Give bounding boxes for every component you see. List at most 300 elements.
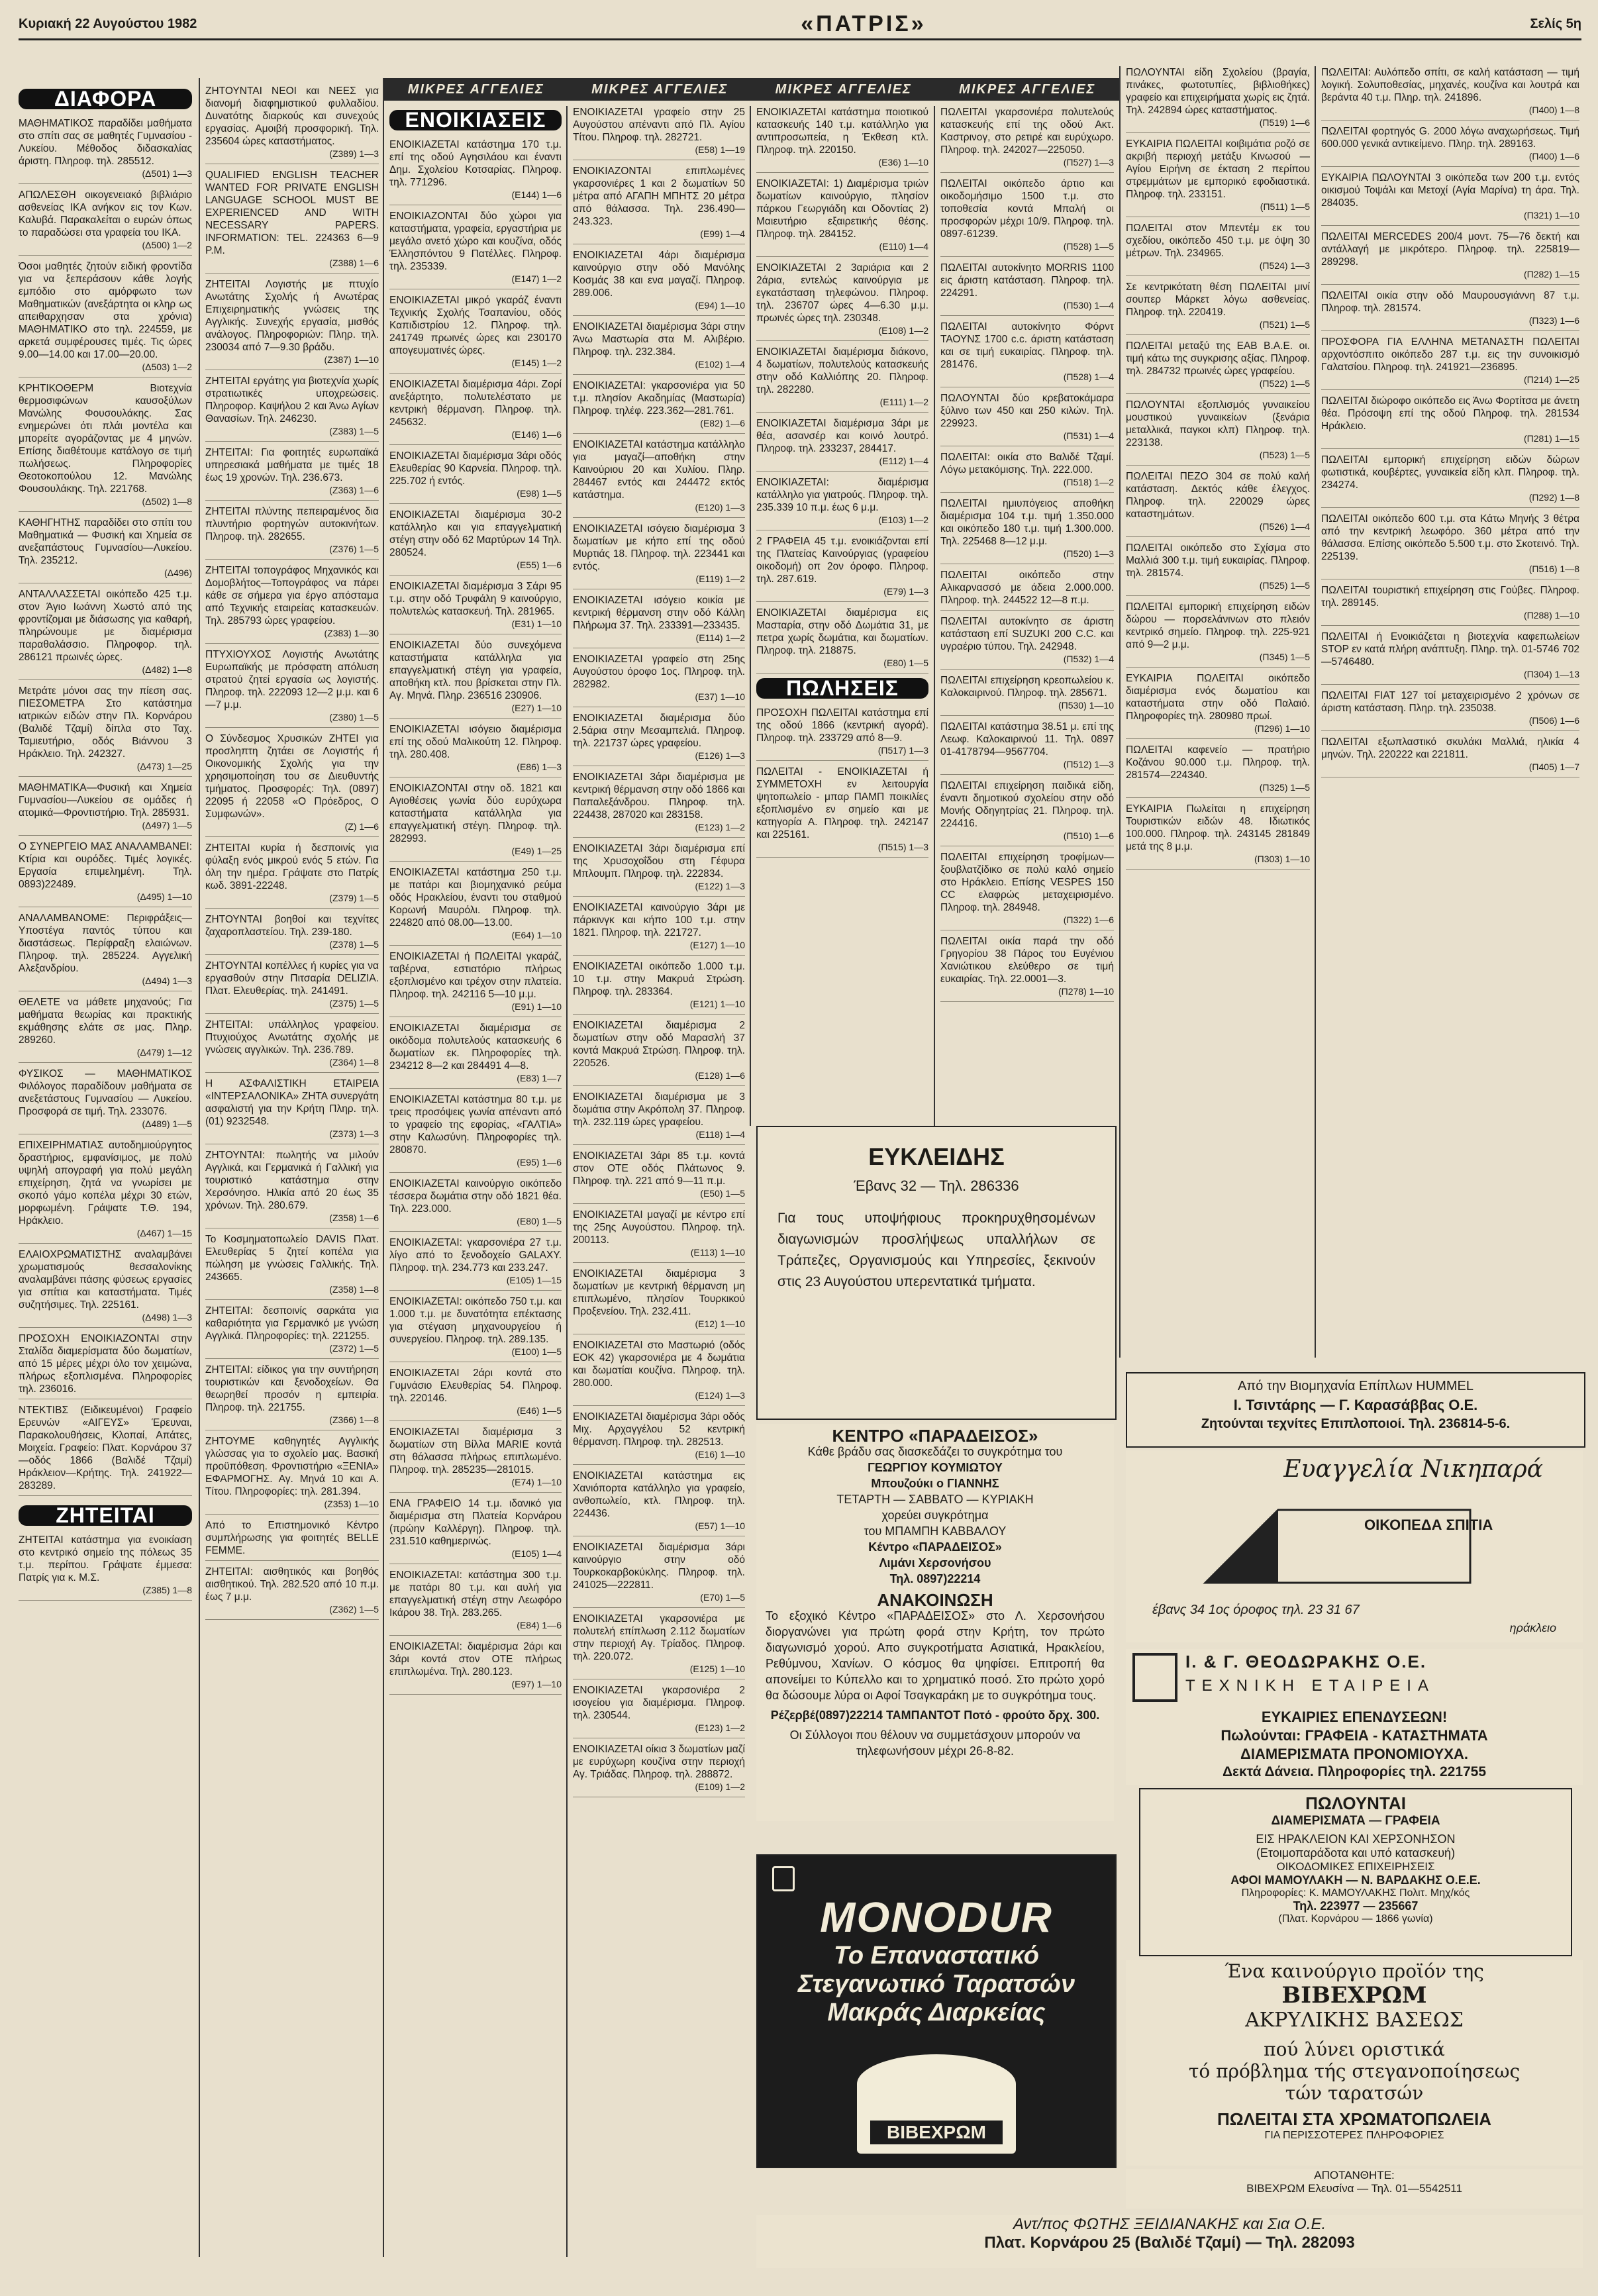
ads-list: [1126, 66, 1310, 870]
ad-item: [389, 782, 562, 862]
ad-line: ΑΠΟΤΑΝΘΗΤΕ:: [1314, 2169, 1395, 2181]
ad-line: ΠΩΛΕΙΤΑΙ ΣΤΑ ΧΡΩΜΑΤΟΠΩΛΕΙΑ: [1217, 2109, 1491, 2129]
ad-code: (Z378) 1—5: [329, 939, 379, 950]
ad-code: (E125) 1—10: [689, 1664, 745, 1674]
ad-item: [756, 177, 928, 257]
ad-code: (Π282) 1—15: [1523, 269, 1579, 279]
ad-item: [19, 1332, 192, 1399]
ad-text: ΕΝΟΙΚΙΑΖΕΤΑΙ κατάστημα κατάλληλο για μαγαζί—αποθήκη στην Καινούριου 20 και Χυλίου. Πληρ. 284467 εντός και 244472 εκτός κατάστημα.: [573, 439, 745, 501]
ad-title: ΕΥΚΛΕΙΔΗΣ: [868, 1143, 1005, 1170]
ad-item: [573, 901, 745, 956]
ad-code: (Π400) 1—6: [1528, 151, 1579, 162]
ad-code: (E146) 1—6: [511, 429, 562, 440]
ad-code: (Π527) 1—3: [1063, 157, 1114, 168]
column-rule: [1315, 66, 1316, 1358]
section-header-zitеitai: ΖΗΤΕΙΤΑΙ: [19, 1505, 192, 1526]
ad-item: [1321, 336, 1579, 390]
ad-item: [205, 564, 379, 644]
ad-code: (Π523) 1—5: [1259, 450, 1310, 460]
ad-text: QUALIFIED ENGLISH TEACHER WANTED FOR PRIVATE ENGLISH LANGUAGE SCHOOL MUST BE EXPERIENCED AND WITH NECESSARY PAPERS. INFORMATION: TEL. 224363 6—9 P.M.: [205, 170, 379, 256]
ad-line: Ι. Τσιντάρης — Γ. Καρασάββας Ο.Ε.: [1233, 1397, 1478, 1413]
ad-item: [573, 379, 745, 434]
ad-text: ΖΗΤΟΥΝΤΑΙ ΝΕΟΙ και ΝΕΕΣ για διανομή διαφημιστικού φυλλαδίου. Δυνατότης διαρκούς και συνεχούς εργασίας. Αμοιβή προσφορική. Τηλ. 235604 ώρες καταστήματος.: [205, 85, 379, 147]
ad-item: [19, 382, 192, 512]
ad-code: (Π506) 1—6: [1528, 715, 1579, 726]
ad-item: [940, 497, 1114, 564]
ad-code: (Z366) 1—8: [329, 1415, 379, 1425]
ad-code: (Z387) 1—10: [324, 354, 379, 365]
ad-code: (E108) 1—2: [878, 325, 928, 336]
ad-line: Ζητούνται τεχνίτες Επιπλοποιοί. Τηλ. 236814-5-6.: [1201, 1417, 1511, 1431]
ad-item: [940, 392, 1114, 446]
ad-line: Ένα καινούργιο προϊόν της: [1224, 1960, 1484, 1982]
ad-text: ΕΝΟΙΚΙΑΖΕΤΑΙ διαμέρισμα 2 δωματίων στην οδό Μαρασλή 37 κοντά Μακρυά Στρώση. Πληροφ. τηλ. 220526.: [573, 1020, 745, 1069]
ad-text: ΠΩΛΕΙΤΑΙ εμπορική επιχείρηση ειδών δώρου — πορσελάνινων στο πλειόν κεντρικό σημείο. Πληροφ. τηλ. 225-921 από 9—2 μ.μ.: [1126, 601, 1310, 650]
ad-item: [19, 840, 192, 907]
classifieds-banner: [384, 78, 1119, 101]
ad-code: (Π292) 1—8: [1528, 492, 1579, 503]
ad-code: (E94) 1—10: [695, 300, 745, 311]
ad-item: [205, 1233, 379, 1300]
ad-text: ΖΗΤΟΥΝΤΑΙ βοηθοί και τεχνίτες ζαχαροπλαστείου. Τηλ. 239-180.: [205, 914, 379, 938]
ad-line: τό πρόβλημα τής στεγανοποίησεως: [1188, 2060, 1521, 2082]
ad-text: ΕΝΟΙΚΙΑΖΕΤΑΙ καινούργιο 3άρι με πάρκινγκ και κήπο 100 τ.μ. στην 1821. Πληροφ. τηλ. 221727.: [573, 902, 745, 938]
ad-title: ΠΩΛΟΥΝΤΑΙ: [1305, 1793, 1406, 1813]
ad-code: (Π400) 1—8: [1528, 105, 1579, 115]
ad-text: ΕΝΟΙΚΙΑΖΕΤΑΙ καινούργιο οικόπεδο τέσσερα δωμάτια στην οδό 1821 θέα. Τηλ. 223.000.: [389, 1178, 562, 1215]
issue-date: Κυριακή 22 Αυγούστου 1982: [19, 16, 197, 31]
ad-text: ΕΝΟΙΚΙΑΖΕΤΑΙ κατάστημα 80 τ.μ. με τρεις προσόψεις γωνία απέναντι από το γραφείο της εφορίας, «ΓΑΛΤΙΑ» στην Καλωσύνη. Πληροφορίες τηλ. 280870.: [389, 1094, 562, 1156]
ad-text: ΕΝΟΙΚΙΑΖΕΤΑΙ: γκαρσονιέρα για 50 τ.μ. πλησίον Ακαδημίας (Μαστωρία) Πληροφ. τηλέφ. 223.362—281.761.: [573, 380, 745, 417]
ad-item: [389, 210, 562, 289]
ad-code: (Π524) 1—3: [1259, 260, 1310, 271]
ad-item: [19, 117, 192, 184]
ad-text: ΠΩΛΕΙΤΑΙ οικόπεδο άρτιο και οικοδομήσιμο 1500 τ.μ. στο τοποθεσία κοντά Μπαλή οι προσφορών μέχρι 10/9. Πληροφ. τηλ. 0897-61239.: [940, 178, 1114, 240]
ad-line: ΑΦΟΙ ΜΑΜΟΥΛΑΚΗ — Ν. ΒΑΡΔΑΚΗΣ Ο.Ε.Ε.: [1230, 1873, 1481, 1887]
ad-item: [940, 569, 1114, 611]
ad-item: [1126, 601, 1310, 668]
ad-code: (E79) 1—3: [883, 586, 928, 597]
ad-text: Το Κοσμηματοπωλείο DAVIS Πλατ. Ελευθερίας 5 ζητεί κοπέλα για πώληση με γνώσεις Γαλλικής. Τηλ. 243665.: [205, 1234, 379, 1283]
ad-item: [1126, 222, 1310, 276]
logo-icon: [772, 1866, 795, 1891]
ad-item: [205, 375, 379, 442]
ad-item: [573, 771, 745, 838]
ad-item: [1126, 803, 1310, 870]
column-rule: [383, 78, 384, 2257]
column-enoikiaseis: [389, 106, 562, 2291]
ad-item: [205, 1566, 379, 1620]
ad-text: ΖΗΤΕΙΤΑΙ: είδικος για την συντήρηση τουριστικών και ξενοδοχείων. Θα θεωρηθεί προσόν η εμπειρία. Πληροφ. τηλ. 221755.: [205, 1364, 379, 1413]
ad-code: (E64) 1—10: [511, 930, 562, 940]
ad-text: ΠΩΛΟΥΝΤΑΙ είδη Σχολείου (βραγία, πινάκες, φωτοτυπίες, βιβλιοθήκες) γραφείο και επιχειρήματα χωρίς εις ζητά. Τηλ. 242894 ώρες καταστήματος.: [1126, 67, 1310, 116]
ad-text: ΠΩΛΕΙΤΑΙ FIAT 127 τοί μεταχειρισμένο 2 χρόνων σε άριστη κατάσταση. Πληρ. τηλ. 235038.: [1321, 690, 1579, 714]
ad-code: (Z353) 1—10: [324, 1499, 379, 1509]
ad-code: (Π517) 1—3: [877, 745, 928, 756]
ad-code: (Δ482) 1—8: [142, 664, 192, 675]
ad-code: (E100) 1—5: [511, 1346, 562, 1357]
ad-item: [205, 842, 379, 909]
ad-line: ΓΙΑ ΠΕΡΙΣΣΟΤΕΡΕΣ ΠΛΗΡΟΦΟΡΙΕΣ: [1264, 2130, 1444, 2141]
ad-code: (E123) 1—2: [695, 1722, 745, 1733]
ad-item: [19, 588, 192, 680]
ad-text: ΠΡΟΣΦΟΡΑ ΓΙΑ ΕΛΛΗΝΑ ΜΕΤΑΝΑΣΤΗ ΠΩΛΕΙΤΑΙ αρχοντόσπιτο οικόπεδο 287 τ.μ. εις την συνοικισμό Γαλατσίου. Πληροφ. τηλ. 241921—236895.: [1321, 336, 1579, 373]
ad-item: [1126, 672, 1310, 739]
ad-text: ΕΝΟΙΚΙΑΖΕΤΑΙ διαμέρισμα εις Μασταρία, στην οδό Δωμάτια 31, με πετρα χωρίς δωμάτια, και δωματίων. Πληροφ. τηλ. 218875.: [756, 607, 928, 656]
ad-code: (E58) 1—19: [695, 144, 745, 155]
ad-item: [205, 1305, 379, 1359]
ad-code: (E105) 1—15: [506, 1275, 562, 1285]
ad-text: ΠΩΛΕΙΤΑΙ διώροφο οικόπεδο εις Άνω Φορτίτσα με άνετη θέα. Πρόσοψη επί της οδού Πληροφ. τηλ. 281534 Ηράκλειο.: [1321, 395, 1579, 432]
ad-item: [573, 249, 745, 316]
ad-item: [573, 106, 745, 160]
ad-item: [940, 262, 1114, 316]
ad-item: [756, 476, 928, 530]
ad-code: (Z389) 1—3: [329, 148, 379, 159]
ad-text: ΕΝΟΙΚΙΑΖΕΤΑΙ 3άρι διαμέρισμα επί της Χρυσοχοΐδου στη Γέφυρα Μπλουμπ. Πληροφ. τηλ. 222834.: [573, 843, 745, 879]
ad-code: (Π405) 1—7: [1528, 762, 1579, 772]
ads-list: [1321, 66, 1579, 777]
ad-item: [205, 1149, 379, 1228]
ad-text: ΕΝΑ ΓΡΑΦΕΙΟ 14 τ.μ. ιδανικό για διαμέρισμα στη Πλατεία Κορνάρου (πρώην Καλλέργη). Πληροφ. τηλ. 231.510 καθημερινώς.: [389, 1498, 562, 1547]
ad-bivechrom-contact: [1126, 2169, 1583, 2209]
ad-item: [389, 866, 562, 946]
script-name: Ευαγγελία Νικηπαρά: [1283, 1456, 1543, 1483]
city: ηράκλειο: [1509, 1621, 1556, 1634]
ad-line: ΕΙΣ ΗΡΑΚΛΕΙΟΝ ΚΑΙ ΧΕΡΣΟΝΗΣΟΝ: [1256, 1832, 1456, 1846]
ad-text: ΕΝΟΙΚΙΑΖΕΤΑΙ διαμέρισμα 3 δωματίων με κεντρική θέρμανση μη επιπλωμένο, πλησίον Τουρκικού Προξενείου. Τηλ. 232.411.: [573, 1268, 745, 1317]
ad-item: [1126, 744, 1310, 798]
ad-code: (E147) 1—2: [511, 274, 562, 284]
ad-line: Μπουζούκι ο ΓΙΑΝΝΗΣ: [871, 1477, 999, 1490]
ad-item: [389, 1236, 562, 1291]
ad-text: ΕΝΟΙΚΙΑΖΕΤΑΙ γκαρσονιέρα με πολυτελή επίπλωση 2.112 δωματίων στην περιοχή Αγ. Τρίαδος. Πληροφ. τηλ. 220.072.: [573, 1613, 745, 1662]
ad-item: [205, 648, 379, 728]
column-poliseis: [940, 106, 1114, 1119]
ad-item: [19, 260, 192, 377]
ad-code: (E31) 1—10: [511, 619, 562, 629]
ad-text: ΠΩΛΕΙΤΑΙ οικόπεδο στην Αλικαρνασσό με άδεια 2.000.000. Πληροφ. τηλ. 244522 12—8 π.μ.: [940, 570, 1114, 606]
ticket-info: Ρέζερβέ(0897)22214 ΤΑΜΠΑΝΤΟΤ Ποτό - φρούτο δρχ. 300.: [770, 1709, 1100, 1722]
ad-text: ΕΝΟΙΚΙΑΖΕΤΑΙ: κατάστημα 300 τ.μ. με πατάρι 80 τ.μ. και αυλή για επαγγελματική στέγη στην Λεωφόρο Ικάρου 38. Τηλ. 283.265.: [389, 1570, 562, 1619]
ad-line: ΑΚΡΥΛΙΚΗΣ ΒΑΣΕΩΣ: [1245, 2009, 1464, 2032]
ad-code: (Π214) 1—25: [1523, 374, 1579, 385]
ad-item: [756, 346, 928, 413]
ad-text: ΠΩΛΕΙΤΑΙ αυτοκίνητο σε άριστη κατάσταση επί SUZUKI 200 C.C. και υγραέριο τύπου. Τηλ. 242948.: [940, 616, 1114, 652]
ad-code: (Δ500) 1—2: [142, 240, 192, 250]
ad-text: ΚΑΘΗΓΗΤΗΣ παραδίδει στο σπίτι του Μαθηματικά — Φυσική και Χημεία σε ανεξαπάστους Γυμνασίου—Λυκείου. Τηλ. 235212.: [19, 517, 192, 566]
ad-title: ΚΕΝΤΡΟ «ΠΑΡΑΔΕΙΣΟΣ»: [832, 1426, 1038, 1446]
ad-text: ΕΝΟΙΚΙΑΖΕΤΑΙ: διαμέρισμα κατάλληλο για γιατρούς. Πληροφ. τηλ. 235.339 10 π.μ. έως 6 μ.μ.: [756, 477, 928, 513]
ad-code: (E99) 1—4: [700, 228, 745, 239]
ad-text: ΕΝΟΙΚΙΑΖΕΤΑΙ: διαμέρισμα 2άρι και 3άρι κοντά στον ΟΤΕ πλήρως επιπλωμένα. Τηλ. 280.123.: [389, 1641, 562, 1677]
ad-code: (Π325) 1—5: [1259, 782, 1310, 793]
ad-text: ΜΑΘΗΜΑΤΙΚΟΣ παραδίδει μαθήματα στο σπίτι σας σε μαθητές Γυμνασίου - Λυκείου. Μέθοδος διδασκαλίας άριστη. Πληροφ. τηλ. 285512.: [19, 118, 192, 167]
ad-bivechrom: [1126, 1960, 1583, 2166]
ad-item: [756, 607, 928, 674]
ad-text: ΖΗΤΕΙΤΑΙ: αισθητικός και βοηθός αισθητικού. Τηλ. 282.520 από 10 π.μ. έως 7 μ.μ.: [205, 1566, 379, 1603]
column-poliseis-3: [1321, 66, 1579, 1364]
ad-line: ΒΙΒΕΧΡΩΜ: [1281, 1982, 1427, 2009]
ad-item: [573, 1339, 745, 1406]
ad-text: ΕΝΟΙΚΙΑΖΕΤΑΙ 3άρι διαμέρισμα με κεντρική θέρμανση στην οδό 1866 και Παπαλεξάνδρου. Πληροφ. τηλ. 224438, 287020 και 283158.: [573, 772, 745, 821]
ad-text: Από το Επιστημονικό Κέντρο συμπλήρωσης για φοιτητές BELLE FEMME.: [205, 1520, 379, 1556]
ad-item: [940, 106, 1114, 173]
ad-item: [205, 446, 379, 501]
ad-item: [573, 1470, 745, 1536]
ad-code: (E112) 1—4: [879, 456, 928, 466]
ad-item: [1126, 281, 1310, 335]
ad-text: ΕΝΟΙΚΙΑΖΕΤΑΙ διαμέρισμα 3άρι καινούργιο στην οδό Τουρκοκαρβοκύκλης. Πληροφ. τηλ. 241025—222811.: [573, 1542, 745, 1591]
ad-item: [389, 1022, 562, 1089]
ad-item: [573, 1019, 745, 1086]
ad-text: ΖΗΤΕΙΤΑΙ κατάστημα για ενοικίαση στο κεντρικό σημείο της πόλεως 35 τ.μ. περίπου. Γράψατε έμμεσα: Πατρίς για κ. Μ.Σ.: [19, 1534, 192, 1583]
ad-mamoulakis: [1139, 1788, 1572, 1956]
ad-code: (Z373) 1—3: [329, 1128, 379, 1139]
ad-code: (Z358) 1—6: [329, 1213, 379, 1223]
ad-code: (E86) 1—3: [517, 762, 562, 772]
ad-code: (Π522) 1—5: [1259, 378, 1310, 389]
notice-body: Το εξοχικό Κέντρο «ΠΑΡΑΔΕΙΣΟΣ» στο Λ. Χερσονήσου διοργανώνει για πρώτη φορά στην Κρήτη, τον πρώτο διαγωνισμό χορού. Απο συγκροτήματα Ασιατικά, Ηρακλείου, Ρεθύμνου, Χανίων. Ο κόσμος θα ψηφίσει. Επιτροπή θα απονείμει το Κύπελλο και το χρηματικό ποσό. Στο πρώτο χορό θα δώσουμε λύρα οι Αφοί Τσαγκαράκη με το συγκρότημα τους.: [766, 1609, 1105, 1702]
ad-code: (E98) 1—5: [517, 488, 562, 499]
ad-code: (E70) 1—5: [700, 1592, 745, 1603]
ad-item: [756, 262, 928, 341]
notice-footer: Οι Σύλλογοι που θέλουν να συμμετάσχουν μπορούν να τηλεφωνήσουν μέχρι 26-8-82.: [789, 1728, 1081, 1758]
ad-code: (Δ479) 1—12: [136, 1047, 192, 1058]
ad-item: [1321, 230, 1579, 285]
ad-code: (Z) 1—6: [344, 821, 379, 832]
ad-text: ΕΝΟΙΚΙΑΖΕΤΑΙ ισόγειο διαμέρισμα 3 δωματίων με κήπο επί της οδού Μυρτιάς 18. Πληροφ. τηλ. 223441 και εντός.: [573, 523, 745, 572]
agent-line: Πλατ. Κορνάρου 25 (Βαλιδέ Τζαμί) — Τηλ. 282093: [984, 2234, 1355, 2252]
ad-code: (Π532) 1—4: [1063, 654, 1114, 664]
ad-code: (E95) 1—6: [517, 1157, 562, 1168]
ad-code: (Δ501) 1—3: [142, 168, 192, 179]
ad-item: [756, 106, 928, 173]
column-enoikiaseis-2: [573, 106, 745, 2291]
ad-line: Κέντρο «ΠΑΡΑΔΕΙΣΟΣ»: [868, 1540, 1002, 1554]
ad-item: [389, 1093, 562, 1173]
ad-item: [205, 1077, 379, 1144]
ad-text: ΕΝΟΙΚΙΑΖΕΤΑΙ ισόγειο κοικία με κεντρική θέρμανση στην οδό Κάλλη Πλήρωμα 37. Τηλ. 233391—233435.: [573, 595, 745, 631]
ad-code: (E103) 1—2: [878, 515, 928, 525]
ad-code: (E36) 1—10: [878, 157, 928, 168]
ad-text: ΖΗΤΕΙΤΑΙ Λογιστής με πτυχίο Ανωτάτης Σχολής ή Ανωτέρας Επιχειρηματικής γνώσεις της Αγγλικής. Συνεχής εργασία, μισθός ανάλογος. Πληροφοριών: Πληρ. τηλ. 230034 από 7—9.30 βράδυ.: [205, 279, 379, 353]
column-enoikiaseis-3: [756, 106, 928, 1119]
ad-text: ΖΗΤΕΙΤΑΙ: υπάλληλος γραφείου. Πτυχιούχος Ανωτάτης σχολής με γνώσεις αγγλικών. Τηλ. 236.789.: [205, 1019, 379, 1056]
ad-euklidis: [756, 1126, 1117, 1420]
ad-item: [573, 523, 745, 589]
ad-item: [1321, 454, 1579, 508]
ad-item: [205, 169, 379, 274]
ad-text: ΑΠΩΛΕΣΘΗ οικογενειακό βιβλιάριο ασθενείας ΙΚΑ ανήκον εις τον Κων. Καλυβά. Παρακαλείται ο ευρών όπως το παραδώσει στα γραφεία του ΙΚΑ.: [19, 189, 192, 238]
ad-code: (Δ467) 1—15: [136, 1228, 192, 1238]
ad-text: ΖΗΤΕΙΤΑΙ: Για φοιτητές ευρωπαϊκά υπηρεσιακά μαθήματα με τιμές 18 έως 19 χρονών. Τηλ. 236.673.: [205, 447, 379, 483]
ad-text: ΠΩΛΕΙΤΑΙ ΠΕΖΟ 304 σε πολύ καλή κατάσταση. Δεκτός κάθε έλεγχος. Πληροφ. τηλ. 220029 ώρες καταστημάτων.: [1126, 471, 1310, 520]
ad-text: ΠΩΛΕΙΤΑΙ επιχείρηση τροφίμων—ξουβλατζίδικο σε πολύ καλό σημείο στο Ηράκλειο. Επίσης VESPES 150 CC ελαφρώς μεταχειρισμένο. Πληροφ. τηλ. 284948.: [940, 852, 1114, 913]
ad-code: (E145) 1—2: [511, 358, 562, 368]
ad-item: [389, 723, 562, 777]
ad-line: Από την Βιομηχανία Επίπλων HUMMEL: [1238, 1379, 1473, 1393]
ad-item: [205, 732, 379, 837]
ad-text: ΖΗΤΕΙΤΑΙ: δεσποινίς σαρκάτα για καθαριότητα για Γερμανικό με γνώση Αγγλικά. Πληροφορίες: τηλ. 221255.: [205, 1305, 379, 1342]
ad-code: (Π510) 1—6: [1063, 830, 1114, 841]
ad-text: ΕΝΟΙΚΙΑΖΕΤΑΙ διαμέρισμα σε οικόδομα πολυτελούς κατασκευής 6 δωματίων εκ. Πληροφορίες τηλ. 234212 8—2 και 284491 4—8.: [389, 1023, 562, 1072]
ad-item: [573, 712, 745, 766]
ad-code: (Π304) 1—13: [1523, 669, 1579, 679]
ad-code: (Z376) 1—5: [329, 544, 379, 554]
ad-code: (E127) 1—10: [689, 940, 745, 950]
ad-code: (Δ495) 1—10: [136, 891, 192, 902]
ad-line: ΟΙΚΟΔΟΜΙΚΕΣ ΕΠΙΧΕΙΡΗΣΕΙΣ: [1276, 1860, 1435, 1873]
ad-code: (Δ473) 1—25: [136, 761, 192, 772]
ad-text: ΕΝΟΙΚΙΑΖΕΤΑΙ κατάστημα 250 τ.μ. με πατάρι και βιομηχανικό ρεύμα οδός Ηρακλείου, έναντι του σταθμού Κορωνή Μαυρόλι. Πληροφ. τηλ. 224820 από 08.00—13.00.: [389, 867, 562, 928]
ad-item: [573, 1150, 745, 1204]
ads-list: [940, 106, 1114, 1002]
ad-code: (Z388) 1—6: [329, 258, 379, 268]
column-rule: [934, 106, 935, 1126]
ad-item: [205, 85, 379, 164]
ad-item: [205, 1519, 379, 1561]
ad-item: [205, 278, 379, 370]
ad-code: (Δ496): [164, 568, 192, 578]
ad-line: Λιμάνι Χερσονήσου: [879, 1556, 991, 1570]
ad-code: (Z372) 1—5: [329, 1343, 379, 1354]
ad-item: [1321, 689, 1579, 731]
ad-text: ΠΩΛΕΙΤΑΙ καφενείο — πρατήριο Κοζάνου 90.000 τ.μ. Πληροφ. τηλ. 281574—224340.: [1126, 744, 1310, 781]
ad-text: ΕΝΟΙΚΙΑΖΕΤΑΙ διαμέρισμα δύο 2.5άρια στην Μεσαμπελιά. Πληροφ. τηλ. 221737 ώρες γραφείου.: [573, 713, 745, 749]
ad-code: (Π521) 1—5: [1259, 319, 1310, 330]
bucket-label: ΒΙΒΕΧΡΩΜ: [870, 2121, 1003, 2144]
ad-text: Η ΑΣΦΑΛΙΣΤΙΚΗ ΕΤΑΙΡΕΙΑ «ΙΝΤΕΡΣΑΛΟΝΙΚΑ» ΖΗΤΑ συνεργάτη ασφαλιστή για την Κρήτη Πληρ. τηλ. (01) 9232548.: [205, 1078, 379, 1127]
ad-item: [19, 1068, 192, 1134]
ad-text: ΠΡΟΣΟΧΗ ΕΝΟΙΚΙΑΖΟΝΤΑΙ στην Σταλίδα διαμερίσματα δύο δωματίων, από 15 μέρες μέχρι όλο τον χειμώνα, πλήρως εξοπλισμένα. Πληροφορίες τηλ. 236016.: [19, 1333, 192, 1395]
ad-code: (E102) 1—4: [695, 359, 745, 370]
ad-item: [1126, 470, 1310, 537]
ad-code: (Π303) 1—10: [1254, 854, 1310, 864]
ad-item: [1321, 584, 1579, 626]
ad-item: [1321, 513, 1579, 579]
ad-line: Τηλ. 0897)22214: [889, 1572, 981, 1585]
ad-text: ΖΗΤΟΥΜΕ καθηγητές Αγγλικής γλώσσας για το σχολείο μας. Βασική προϋπόθεση. Φροντιστήριο «ΞΕΝΙΑ» ΕΦΑΡΜΟΓΗΣ. Αγ. Μηνά 10 και Α. Τίτου. Πληροφορίες: τηλ. 281.394.: [205, 1436, 379, 1497]
ad-text: ΖΗΤΕΙΤΑΙ πλύντης πεπειραμένος δια πλυντήριο φορτηγών αυτοκινήτων. Πληροφ. τηλ. 282655.: [205, 506, 379, 542]
ad-line: του ΜΠΑΜΠΗ ΚΑΒΒΑΛΟΥ: [864, 1524, 1007, 1538]
ad-text: ΕΝΟΙΚΙΑΖΕΤΑΙ γραφείο στη 25ης Αυγούστου όροφο 1ος. Πληροφ. τηλ. 282982.: [573, 654, 745, 690]
ads-list: [573, 106, 745, 1797]
ad-text: ΠΩΛΕΙΤΑΙ ή Ενοικιάζεται η βιοτεχνία καφεπωλείων STOP εν κατά πλήρη ανάπτυξη. Πληρ. τηλ. 01-5746 702—5746480.: [1321, 631, 1579, 668]
company-logo-icon: [1132, 1653, 1177, 1702]
column-diafora: [19, 85, 192, 2270]
ad-text: ΖΗΤΕΙΤΑΙ κυρία ή δεσποινίς για φύλαξη ενός μικρού ενός 5 ετών. Για όλη την ημέρα. Γράψατε στο Πατρίς κωδ. 3891-22248.: [205, 842, 379, 891]
ad-item: [1321, 66, 1579, 121]
ad-text: ΕΥΚΑΙΡΙΑ ΠΩΛΕΙΤΑΙ οικόπεδο διαμέρισμα ενός δωματίου και καταστήματα στην οδό Παλαιό. Πληροφορίες τηλ. 280980 πρωί.: [1126, 673, 1310, 722]
ad-text: ΕΝΟΙΚΙΑΖΕΤΑΙ δύο συνεχόμενα καταστήματα κατάλληλα για επαγγελματική στέγη για γραφεία, αποθήκη κτλ. που βρίσκεται στην Πλ. Αγ. Μηνά. Πληρ. 236516 230906.: [389, 640, 562, 701]
ad-text: ΝΤΕΚΤΙΒΣ (Ειδικευμένοι) Γραφείο Ερευνών «ΑΙΓΕΥΣ» Έρευναι, Παρακολουθήσεις, Κλοπαί, Απάτες, Μοιχεία. Γραφείο: Πλατ. Κορνάρου 37—οδός 1866 (Βαλιδέ Τζαμί) Ηράκλειον—Κρήτης. Τηλ. 241922—283289.: [19, 1405, 192, 1491]
ad-item: [756, 535, 928, 602]
ad-code: (Π322) 1—6: [1063, 915, 1114, 925]
ad-line: ΔΙΑΜΕΡΙΣΜΑΤΑ — ΓΡΑΦΕΙΑ: [1271, 1814, 1440, 1828]
ad-item: [940, 674, 1114, 716]
ad-code: (Π288) 1—10: [1523, 610, 1579, 621]
column-poliseis-2: [1126, 66, 1310, 1364]
ad-item: [1321, 125, 1579, 167]
ad-code: (Δ502) 1—8: [142, 496, 192, 507]
ad-line: ΓΕΩΡΓΙΟΥ ΚΟΥΜΙΩΤΟΥ: [868, 1461, 1003, 1474]
ad-line: ΕΥΚΑΙΡΙΕΣ ΕΠΕΝΔΥΣΕΩΝ!: [1261, 1709, 1448, 1725]
ad-text: ΑΝΑΛΑΜΒΑΝΟΜΕ: Περιφράξεις—Υποστέγα παντός τύπου και διαστάσεως. Περίφραξη ελαιώνων. Πληροφ. τηλ. 285224. Αγγελική Αλεξανδρίου.: [19, 913, 192, 974]
ad-text: ΕΝΟΙΚΙΑΖΕΤΑΙ ισόγειο διαμέρισμα επί της οδού Μαλικούτη 12. Πληροφ. τηλ. 280.408.: [389, 724, 562, 760]
column-zitountai: [205, 85, 379, 2270]
ad-text: ΠΩΛΕΙΤΑΙ στον Μπεντέμ εκ του σχεδίου, οικόπεδο 450 τ.μ. με όψη 30 μέτρων. Τηλ. 234965.: [1126, 223, 1310, 259]
ad-item: [1321, 289, 1579, 331]
ad-code: (E57) 1—10: [695, 1521, 745, 1531]
ad-code: (E50) 1—5: [700, 1188, 745, 1199]
ad-line: ΒΙΒΕΧΡΩΜ Ελευσίνα — Τηλ. 01—5542511: [1246, 2182, 1462, 2195]
ad-code: (E122) 1—3: [695, 881, 745, 891]
ad-text: ΕΝΟΙΚΙΑΖΕΤΑΙ διαμέρισμα διάκονο, 4 δωματίων, πολυτελούς κατασκευής στην οδό Καλλιόπης 20. Πληροφ. τηλ. 282280.: [756, 346, 928, 395]
ad-item: [205, 1435, 379, 1515]
ads-list: [19, 117, 192, 1496]
ad-text: ΠΩΛΕΙΤΑΙ οικία στην οδό Μαυρουσγιάννη 87 τ.μ. Πληροφ. τηλ. 281574.: [1321, 290, 1579, 314]
newspaper-logo: «ΠΑΤΡΙΣ»: [801, 11, 926, 36]
ad-text: ΠΩΛΕΙΤΑΙ: Αυλόπεδο σπίτι, σε καλή κατάσταση — τιμή λογική. Σολυποθεσίας, μηχανές, κουζίνα και λουτρά και βεράντα 40 τ.μ. Πληρ. τηλ. 241896.: [1321, 67, 1579, 103]
ad-item: [573, 960, 745, 1015]
column-rule: [199, 78, 200, 2257]
ad-text: ΠΩΛΕΙΤΑΙ εμπορική επιχείρηση ειδών δώρων φωτιστικά, κουβέρτες, γυναικεία είδη κλπ. Πληροφ. τηλ. 234274.: [1321, 454, 1579, 491]
ad-text: ΖΗΤΕΙΤΑΙ εργάτης για βιοτεχνία χωρίς στρατιωτικές υποχρεώσεις. Πληροφορ. Καψήλου 2 και Άνω Αγίων Θανασίων. Τηλ. 246230.: [205, 375, 379, 424]
ad-code: (E80) 1—5: [883, 658, 928, 668]
ad-line: πού λύνει οριστικά: [1264, 2038, 1445, 2060]
ad-text: ΕΝΟΙΚΙΑΖΕΤΑΙ: οικόπεδο 750 τ.μ. και 1.000 τ.μ. με δυνατότητα επέκτασης για στέγαση μηχανουργείου ή συνεργείου. Πληροφ. τηλ. 289.135.: [389, 1296, 562, 1345]
column-rule: [750, 106, 751, 1126]
ad-line: ΤΕΤΑΡΤΗ — ΣΑΒΒΑΤΟ — ΚΥΡΙΑΚΗ: [836, 1493, 1034, 1506]
ad-text: ΠΩΛΕΙΤΑΙ επιχείρηση παιδικά είδη, έναντι δημοτικού σχολείου στην οδό Μονής Οδηγητρίας 21. Πληροφ. τηλ. 224416.: [940, 780, 1114, 829]
ad-item: [389, 138, 562, 205]
ad-text: ΠΩΛΕΙΤΑΙ αυτοκίνητο Φόρντ ΤΑΟΥΝΣ 1700 c.c. άριστη κατάσταση και σε τιμή ευκαιρίας. Πληροφ. τηλ. 281476.: [940, 321, 1114, 370]
ad-text: ΜΑΘΗΜΑΤΙΚΑ—Φυσική και Χημεία Γυμνασίου—Λυκείου σε ομάδες ή ατομικά—Φροντιστήριο. Τηλ. 285931.: [19, 782, 192, 819]
ad-code: (E118) 1—4: [695, 1129, 745, 1140]
ad-line: (Πλατ. Κορνάρου — 1866 γωνία): [1278, 1913, 1433, 1924]
ad-item: [389, 378, 562, 445]
ad-line: Δεκτά Δάνεια. Πληροφορίες τηλ. 221755: [1222, 1764, 1487, 1779]
ad-text: ΕΠΙΧΕΙΡΗΜΑΤΙΑΣ αυτοδημιούργητος δραστήριος, εμφανίσιμος, με πολύ υψηλή απογραφή για πολύ μεγάλη επιχείρηση, ζητά να γνωρίσει με σκοπό γάμο κοπέλα μέχρι 30 ετών, μορφωμένη. Γράψατε Τ.Θ. 194, Ηράκλειο.: [19, 1140, 192, 1226]
ad-text: ΠΩΛΕΙΤΑΙ αυτοκίνητο MORRIS 1100 εις άριστη κατάσταση. Πληροφ. τηλ. 224291.: [940, 262, 1114, 299]
ad-item: [389, 1640, 562, 1695]
ad-text: ΠΩΛΟΥΝΤΑΙ δύο κρεβατοκάμαρα ξύλινο των 450 και 250 κιλών. Τηλ. 229923.: [940, 393, 1114, 429]
ad-code: (E124) 1—3: [695, 1390, 745, 1401]
notice-title: ΑΝΑΚΟΙΝΩΣΗ: [877, 1590, 993, 1610]
ad-text: ΕΝΟΙΚΙΑΖΕΤΑΙ διαμέρισμα 3άρι στην Άνω Μαστωρία στα Μ. Αλιβέριο. Πληροφ. τηλ. 232.384.: [573, 321, 745, 358]
ad-text: ΕΝΟΙΚΙΑΖΕΤΑΙ γραφείο στην 25 Αυγούστου απέναντι από Πλ. Αγίου Τίτου. Πληροφ. τηλ. 282721.: [573, 107, 745, 143]
column-rule: [1119, 66, 1121, 1358]
ad-code: (Δ498) 1—3: [142, 1312, 192, 1323]
ad-text: ΠΩΛΕΙΤΑΙ φορτηγός G. 2000 λόγω αναχωρήσεως. Τιμή 600.000 γενικά αντικείμενο. Πληρ. τηλ. 289163.: [1321, 126, 1579, 150]
ad-body: Για τους υποψήφιους προκηρυχθησομένων διαγωνισμών προσλήψεως υπαλλήλων σε Τράπεζες, Οργανισμούς και Υπηρεσίες, ξεκινούν στις 23 Αυγούστου υπερεντατικά τμήματα.: [777, 1211, 1095, 1289]
ad-text: ΑΝΤΑΛΛΑΣΣΕΤΑΙ οικόπεδο 425 τ.μ. στον Άγιο Ιωάννη Χωστό από της φροντίζομαι με διάσωσης για καθαρή, πληρώνουμε με διαμέρισμα παραθαλάσσιο. Πληροφορ. τηλ. 286121 πρωινές ώρες.: [19, 589, 192, 663]
label: ΟΙΚΟΠΕΔΑ ΣΠΙΤΙΑ: [1364, 1517, 1493, 1533]
ad-code: (Z358) 1—8: [329, 1284, 379, 1295]
ad-code: (E110) 1—4: [879, 241, 928, 252]
ad-code: (Π526) 1—4: [1259, 521, 1310, 532]
ad-item: [389, 639, 562, 719]
ad-text: ΖΗΤΟΥΝΤΑΙ: πωλητής να μιλούν Αγγλικά, και Γερμανικά ή Γαλλική για τουριστικό κατάστημα στην Χερσόνησο. Ηλικία από 20 έως 35 χρόνων. Τηλ. 280.679.: [205, 1150, 379, 1211]
ad-code: (E12) 1—10: [695, 1319, 745, 1329]
ad-text: ΕΝΟΙΚΙΑΖΕΤΑΙ 2 3αριάρια και 2 2άρια, εντελώς καινούργια με εγκατάσταση τηλεφώνου. Πληροφ. τηλ. 236707 ώρες 4—6.30 μ.μ. πρωινές ώρες τηλ. 230348.: [756, 262, 928, 324]
ad-item: [940, 177, 1114, 257]
ad-item: [940, 779, 1114, 846]
ad-item: [940, 321, 1114, 387]
ad-text: ΕΝΟΙΚΙΑΖΕΤΑΙ 2άρι κοντά στο Γυμνάσιο Ελευθερίας 54. Πληροφ. τηλ. 220146.: [389, 1368, 562, 1404]
ad-item: [573, 1209, 745, 1263]
